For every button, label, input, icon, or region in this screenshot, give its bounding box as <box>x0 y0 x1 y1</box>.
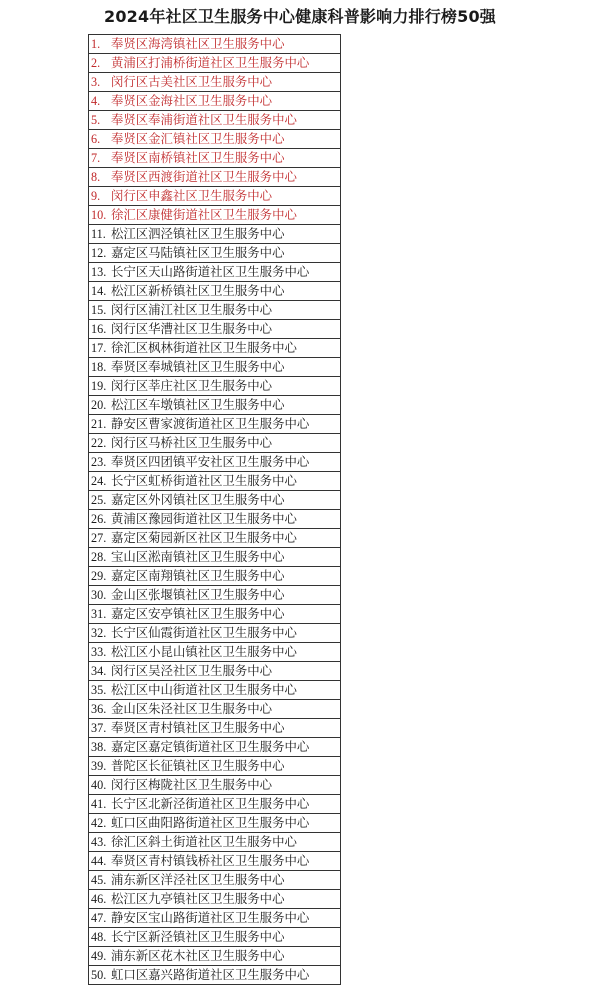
table-row <box>89 814 341 833</box>
rank-number: 12. <box>91 246 107 260</box>
ranking-cell <box>89 92 341 111</box>
rank-number: 43. <box>91 835 107 849</box>
center-name: 虹口区嘉兴路街道社区卫生服务中心 <box>111 967 310 982</box>
table-row <box>89 73 341 92</box>
ranking-cell <box>89 472 341 491</box>
rank-number: 40. <box>91 778 107 792</box>
table-row <box>89 54 341 73</box>
rank-number: 16. <box>91 322 107 336</box>
ranking-cell <box>89 434 341 453</box>
ranking-cell <box>89 681 341 700</box>
center-name: 嘉定区马陆镇社区卫生服务中心 <box>111 245 285 260</box>
center-name: 闵行区莘庄社区卫生服务中心 <box>111 378 273 393</box>
ranking-cell <box>89 282 341 301</box>
rank-number: 20. <box>91 398 107 412</box>
center-name: 宝山区淞南镇社区卫生服务中心 <box>111 549 285 564</box>
ranking-cell <box>89 529 341 548</box>
rank-number: 31. <box>91 607 107 621</box>
ranking-cell <box>89 35 341 54</box>
rank-number: 30. <box>91 588 107 602</box>
table-row <box>89 966 341 985</box>
ranking-cell <box>89 320 341 339</box>
table-row <box>89 662 341 681</box>
rank-number: 6. <box>91 132 101 146</box>
center-name: 徐汇区斜土街道社区卫生服务中心 <box>111 834 297 849</box>
ranking-cell <box>89 548 341 567</box>
center-name: 嘉定区安亭镇社区卫生服务中心 <box>111 606 285 621</box>
table-row <box>89 130 341 149</box>
center-name: 长宁区虹桥街道社区卫生服务中心 <box>111 473 297 488</box>
table-row <box>89 225 341 244</box>
page-title: 2024年社区卫生服务中心健康科普影响力排行榜50强 <box>104 7 496 26</box>
rank-number: 17. <box>91 341 107 355</box>
table-row <box>89 111 341 130</box>
table-row <box>89 453 341 472</box>
center-name: 长宁区北新泾街道社区卫生服务中心 <box>111 796 310 811</box>
center-name: 闵行区古美社区卫生服务中心 <box>111 74 273 89</box>
center-name: 虹口区曲阳路街道社区卫生服务中心 <box>111 815 310 830</box>
center-name: 静安区宝山路街道社区卫生服务中心 <box>111 910 310 925</box>
rank-number: 50. <box>91 968 107 982</box>
ranking-cell <box>89 700 341 719</box>
rank-number: 9. <box>91 189 101 203</box>
ranking-cell <box>89 719 341 738</box>
rank-number: 47. <box>91 911 107 925</box>
rank-number: 25. <box>91 493 107 507</box>
center-name: 奉贤区奉城镇社区卫生服务中心 <box>111 359 285 374</box>
center-name: 闵行区马桥社区卫生服务中心 <box>111 435 273 450</box>
rank-number: 36. <box>91 702 107 716</box>
center-name: 嘉定区嘉定镇街道社区卫生服务中心 <box>111 739 310 754</box>
table-row <box>89 719 341 738</box>
center-name: 闵行区浦江社区卫生服务中心 <box>111 302 273 317</box>
table-row <box>89 206 341 225</box>
ranking-cell <box>89 605 341 624</box>
ranking-cell <box>89 738 341 757</box>
ranking-table-body <box>89 35 341 985</box>
ranking-cell <box>89 187 341 206</box>
ranking-cell <box>89 206 341 225</box>
table-row <box>89 928 341 947</box>
table-row <box>89 415 341 434</box>
table-row <box>89 35 341 54</box>
rank-number: 48. <box>91 930 107 944</box>
table-row <box>89 795 341 814</box>
rank-number: 41. <box>91 797 107 811</box>
ranking-cell <box>89 130 341 149</box>
ranking-cell <box>89 510 341 529</box>
rank-number: 18. <box>91 360 107 374</box>
table-row <box>89 833 341 852</box>
table-row <box>89 282 341 301</box>
ranking-cell <box>89 814 341 833</box>
ranking-cell <box>89 966 341 985</box>
rank-number: 27. <box>91 531 107 545</box>
ranking-cell <box>89 852 341 871</box>
ranking-cell <box>89 453 341 472</box>
center-name: 奉贤区西渡街道社区卫生服务中心 <box>111 169 297 184</box>
ranking-cell <box>89 643 341 662</box>
table-row <box>89 472 341 491</box>
table-row <box>89 567 341 586</box>
ranking-cell <box>89 263 341 282</box>
center-name: 长宁区天山路街道社区卫生服务中心 <box>111 264 310 279</box>
center-name: 闵行区华漕社区卫生服务中心 <box>111 321 273 336</box>
rank-number: 4. <box>91 94 101 108</box>
table-row <box>89 510 341 529</box>
table-row <box>89 358 341 377</box>
ranking-cell <box>89 871 341 890</box>
ranking-cell <box>89 301 341 320</box>
rank-number: 22. <box>91 436 107 450</box>
center-name: 松江区中山街道社区卫生服务中心 <box>111 682 297 697</box>
center-name: 松江区泗泾镇社区卫生服务中心 <box>111 226 285 241</box>
table-row <box>89 947 341 966</box>
center-name: 奉贤区金汇镇社区卫生服务中心 <box>111 131 285 146</box>
table-row <box>89 681 341 700</box>
table-row <box>89 757 341 776</box>
table-row <box>89 586 341 605</box>
ranking-table <box>88 34 341 985</box>
ranking-cell <box>89 757 341 776</box>
center-name: 奉贤区青村镇钱桥社区卫生服务中心 <box>111 853 310 868</box>
table-row <box>89 605 341 624</box>
center-name: 徐汇区枫林街道社区卫生服务中心 <box>111 340 297 355</box>
table-row <box>89 339 341 358</box>
center-name: 普陀区长征镇社区卫生服务中心 <box>111 758 285 773</box>
center-name: 黄浦区豫园街道社区卫生服务中心 <box>111 511 297 526</box>
center-name: 浦东新区洋泾社区卫生服务中心 <box>111 872 285 887</box>
ranking-cell <box>89 890 341 909</box>
rank-number: 10. <box>91 208 107 222</box>
rank-number: 23. <box>91 455 107 469</box>
table-row <box>89 548 341 567</box>
ranking-cell <box>89 567 341 586</box>
center-name: 闵行区吴泾社区卫生服务中心 <box>111 663 273 678</box>
table-row <box>89 890 341 909</box>
ranking-cell <box>89 54 341 73</box>
ranking-cell <box>89 339 341 358</box>
table-row <box>89 871 341 890</box>
table-row <box>89 263 341 282</box>
table-row <box>89 320 341 339</box>
ranking-cell <box>89 776 341 795</box>
ranking-cell <box>89 947 341 966</box>
table-row <box>89 738 341 757</box>
rank-number: 13. <box>91 265 107 279</box>
ranking-cell <box>89 168 341 187</box>
rank-number: 42. <box>91 816 107 830</box>
rank-number: 39. <box>91 759 107 773</box>
rank-number: 15. <box>91 303 107 317</box>
ranking-cell <box>89 624 341 643</box>
center-name: 浦东新区花木社区卫生服务中心 <box>111 948 285 963</box>
rank-number: 7. <box>91 151 101 165</box>
rank-number: 3. <box>91 75 101 89</box>
table-row <box>89 187 341 206</box>
rank-number: 1. <box>91 37 101 51</box>
center-name: 徐汇区康健街道社区卫生服务中心 <box>111 207 297 222</box>
center-name: 奉贤区南桥镇社区卫生服务中心 <box>111 150 285 165</box>
rank-number: 49. <box>91 949 107 963</box>
ranking-cell <box>89 928 341 947</box>
ranking-cell <box>89 377 341 396</box>
center-name: 奉贤区奉浦街道社区卫生服务中心 <box>111 112 297 127</box>
ranking-cell <box>89 73 341 92</box>
rank-number: 35. <box>91 683 107 697</box>
ranking-cell <box>89 244 341 263</box>
center-name: 金山区张堰镇社区卫生服务中心 <box>111 587 285 602</box>
rank-number: 24. <box>91 474 107 488</box>
center-name: 奉贤区四团镇平安社区卫生服务中心 <box>111 454 310 469</box>
table-row <box>89 643 341 662</box>
table-row <box>89 301 341 320</box>
table-row <box>89 168 341 187</box>
center-name: 长宁区新泾镇社区卫生服务中心 <box>111 929 285 944</box>
ranking-cell <box>89 149 341 168</box>
rank-number: 29. <box>91 569 107 583</box>
ranking-cell <box>89 358 341 377</box>
table-row <box>89 491 341 510</box>
table-row <box>89 909 341 928</box>
center-name: 松江区车墩镇社区卫生服务中心 <box>111 397 285 412</box>
rank-number: 11. <box>91 227 106 241</box>
center-name: 黄浦区打浦桥街道社区卫生服务中心 <box>111 55 310 70</box>
ranking-cell <box>89 795 341 814</box>
center-name: 奉贤区金海社区卫生服务中心 <box>111 93 273 108</box>
center-name: 奉贤区青村镇社区卫生服务中心 <box>111 720 285 735</box>
center-name: 闵行区梅陇社区卫生服务中心 <box>111 777 273 792</box>
rank-number: 32. <box>91 626 107 640</box>
table-row <box>89 92 341 111</box>
rank-number: 46. <box>91 892 107 906</box>
rank-number: 14. <box>91 284 107 298</box>
center-name: 金山区朱泾社区卫生服务中心 <box>111 701 273 716</box>
center-name: 嘉定区菊园新区社区卫生服务中心 <box>111 530 297 545</box>
center-name: 长宁区仙霞街道社区卫生服务中心 <box>111 625 297 640</box>
center-name: 松江区九亭镇社区卫生服务中心 <box>111 891 285 906</box>
table-row <box>89 149 341 168</box>
rank-number: 2. <box>91 56 101 70</box>
center-name: 嘉定区外冈镇社区卫生服务中心 <box>111 492 285 507</box>
table-row <box>89 244 341 263</box>
table-row <box>89 434 341 453</box>
center-name: 松江区小昆山镇社区卫生服务中心 <box>111 644 297 659</box>
ranking-cell <box>89 225 341 244</box>
rank-number: 21. <box>91 417 107 431</box>
ranking-cell <box>89 111 341 130</box>
ranking-cell <box>89 662 341 681</box>
table-row <box>89 396 341 415</box>
rank-number: 37. <box>91 721 107 735</box>
rank-number: 19. <box>91 379 107 393</box>
table-row <box>89 529 341 548</box>
rank-number: 45. <box>91 873 107 887</box>
table-row <box>89 852 341 871</box>
rank-number: 38. <box>91 740 107 754</box>
ranking-cell <box>89 909 341 928</box>
rank-number: 28. <box>91 550 107 564</box>
center-name: 奉贤区海湾镇社区卫生服务中心 <box>111 36 285 51</box>
rank-number: 34. <box>91 664 107 678</box>
table-row <box>89 624 341 643</box>
ranking-cell <box>89 833 341 852</box>
ranking-cell <box>89 491 341 510</box>
ranking-cell <box>89 415 341 434</box>
table-row <box>89 700 341 719</box>
center-name: 嘉定区南翔镇社区卫生服务中心 <box>111 568 285 583</box>
rank-number: 8. <box>91 170 101 184</box>
rank-number: 26. <box>91 512 107 526</box>
rank-number: 44. <box>91 854 107 868</box>
table-row <box>89 377 341 396</box>
ranking-cell <box>89 586 341 605</box>
center-name: 静安区曹家渡街道社区卫生服务中心 <box>111 416 310 431</box>
table-row <box>89 776 341 795</box>
rank-number: 5. <box>91 113 101 127</box>
center-name: 松江区新桥镇社区卫生服务中心 <box>111 283 285 298</box>
center-name: 闵行区申鑫社区卫生服务中心 <box>111 188 273 203</box>
ranking-cell <box>89 396 341 415</box>
rank-number: 33. <box>91 645 107 659</box>
